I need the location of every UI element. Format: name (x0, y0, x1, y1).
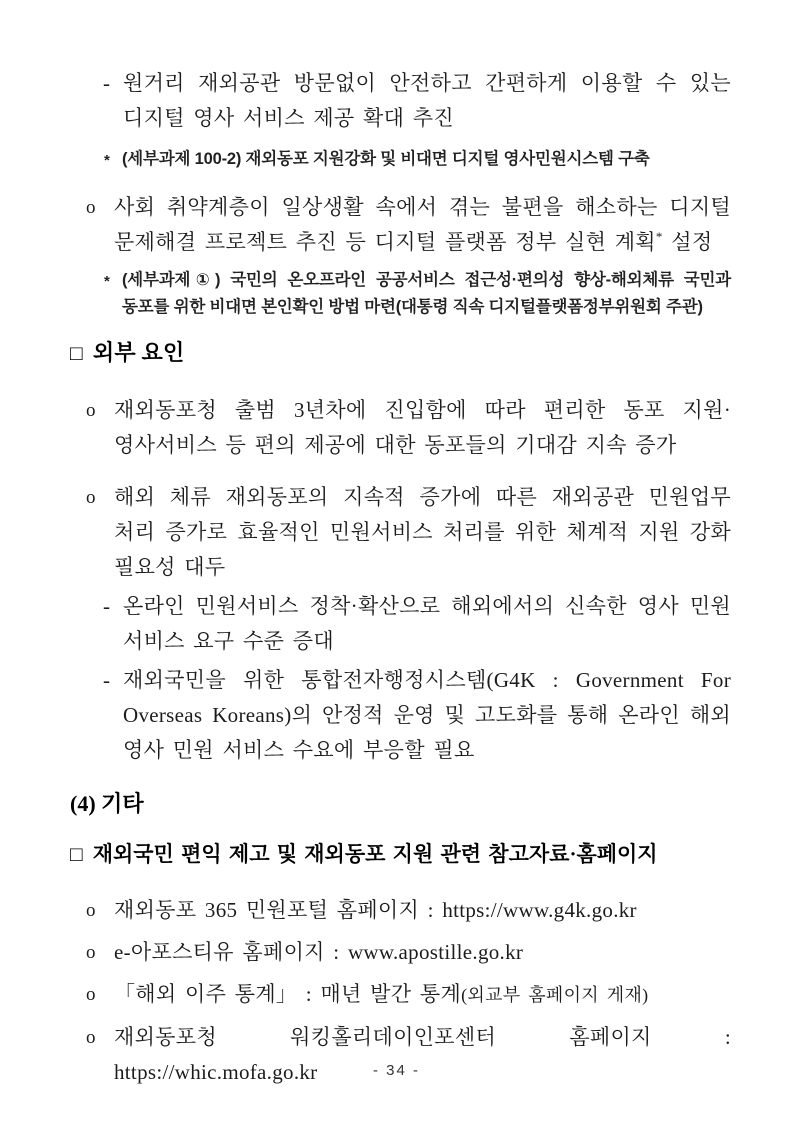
dash-marker: - (103, 594, 111, 618)
footnote-subtask-100-2 (70, 146, 731, 173)
reference-g4k-portal (70, 893, 731, 928)
dash-marker: - (103, 668, 111, 692)
paragraph-text: 원거리 재외공관 방문없이 안전하고 간편하게 이용할 수 있는 디지털 영사 서비스 제공 확대 추진 (123, 71, 731, 130)
paragraph-text: 재외국민을 위한 통합전자행정시스템(G4K : Government For Overseas Koreans)의 안정적 운영 및 고도화를 통해 온라인 해외 영사 민원 서비스 수요에 부응할 필요 (123, 668, 731, 762)
reference-emigration-statistics (70, 977, 731, 1013)
reference-text: e-아포스티유 홈페이지 : www.apostille.go.kr (114, 940, 524, 964)
circle-bullet-marker: o (86, 487, 96, 508)
footnote-text: (세부과제 100-2) 재외동포 지원강화 및 비대면 디지털 영사민원시스템 구축 (122, 150, 650, 168)
heading-text: 재외국민 편익 제고 및 재외동포 지원 관련 참고자료·홈페이지 (92, 842, 658, 866)
heading-reference-websites (70, 839, 731, 869)
dash-marker: - (103, 71, 111, 95)
paragraph-text: 재외동포청 출범 3년차에 진입함에 따라 편리한 동포 지원·영사서비스 등 편의 제공에 대한 동포들의 기대감 지속 증가 (114, 398, 731, 457)
paragraph-consular-workload (70, 480, 731, 585)
square-bullet-icon: □ (70, 842, 83, 866)
circle-bullet-marker: o (86, 942, 96, 963)
reference-text: 재외동포청 워킹홀리데이인포센터 홈페이지 : https://whic.mofa.go.kr (114, 1025, 731, 1084)
heading-text: 외부 요인 (92, 340, 185, 365)
footnote-reference-asterisk: * (655, 229, 663, 244)
reference-text-note: (외교부 홈페이지 게재) (461, 985, 649, 1005)
circle-bullet-marker: o (86, 400, 96, 421)
asterisk-marker: * (104, 152, 110, 169)
circle-bullet-marker: o (86, 1027, 96, 1048)
paragraph-text: 해외 체류 재외동포의 지속적 증가에 따른 재외공관 민원업무 처리 증가로 효율적인 민원서비스 처리를 위한 체계적 지원 강화 필요성 대두 (114, 485, 731, 579)
paragraph-online-civil-service (70, 589, 731, 659)
heading-section-4-etc (70, 789, 731, 819)
paragraph-okc-third-year (70, 393, 731, 463)
paragraph-text: 사회 취약계층이 일상생활 속에서 겪는 불편을 해소하는 디지털 문제해결 프로젝트 추진 등 디지털 플랫폼 정부 실현 계획 (114, 195, 731, 254)
page-number: - 34 - (372, 1062, 420, 1079)
circle-bullet-marker: o (86, 900, 96, 921)
paragraph-digital-consular-service (70, 66, 731, 136)
reference-text: 재외동포 365 민원포털 홈페이지 : https://www.g4k.go.kr (114, 898, 637, 922)
heading-external-factors (70, 338, 731, 368)
reference-working-holiday-center (70, 1020, 731, 1090)
reference-apostille-site (70, 935, 731, 970)
footnote-subtask-1 (70, 267, 731, 321)
circle-bullet-marker: o (86, 984, 96, 1005)
paragraph-text-tail: 설정 (662, 230, 713, 254)
heading-text: (4) 기타 (70, 791, 144, 816)
circle-bullet-marker: o (86, 197, 96, 218)
paragraph-digital-platform-gov (70, 190, 731, 260)
paragraph-text: 온라인 민원서비스 정착·확산으로 해외에서의 신속한 영사 민원 서비스 요구 수준 증대 (123, 594, 731, 653)
paragraph-g4k-system (70, 663, 731, 768)
square-bullet-icon: □ (70, 341, 83, 365)
footnote-text: (세부과제①) 국민의 온오프라인 공공서비스 접근성·편의성 향상-해외체류 국민과 동포를 위한 비대면 본인확인 방법 마련(대통령 직속 디지털플랫폼정부위원회 주관) (122, 271, 731, 316)
reference-text: 「해외 이주 통계」 : 매년 발간 통계 (114, 982, 462, 1006)
asterisk-marker: * (104, 273, 110, 290)
page-content (70, 60, 731, 1090)
